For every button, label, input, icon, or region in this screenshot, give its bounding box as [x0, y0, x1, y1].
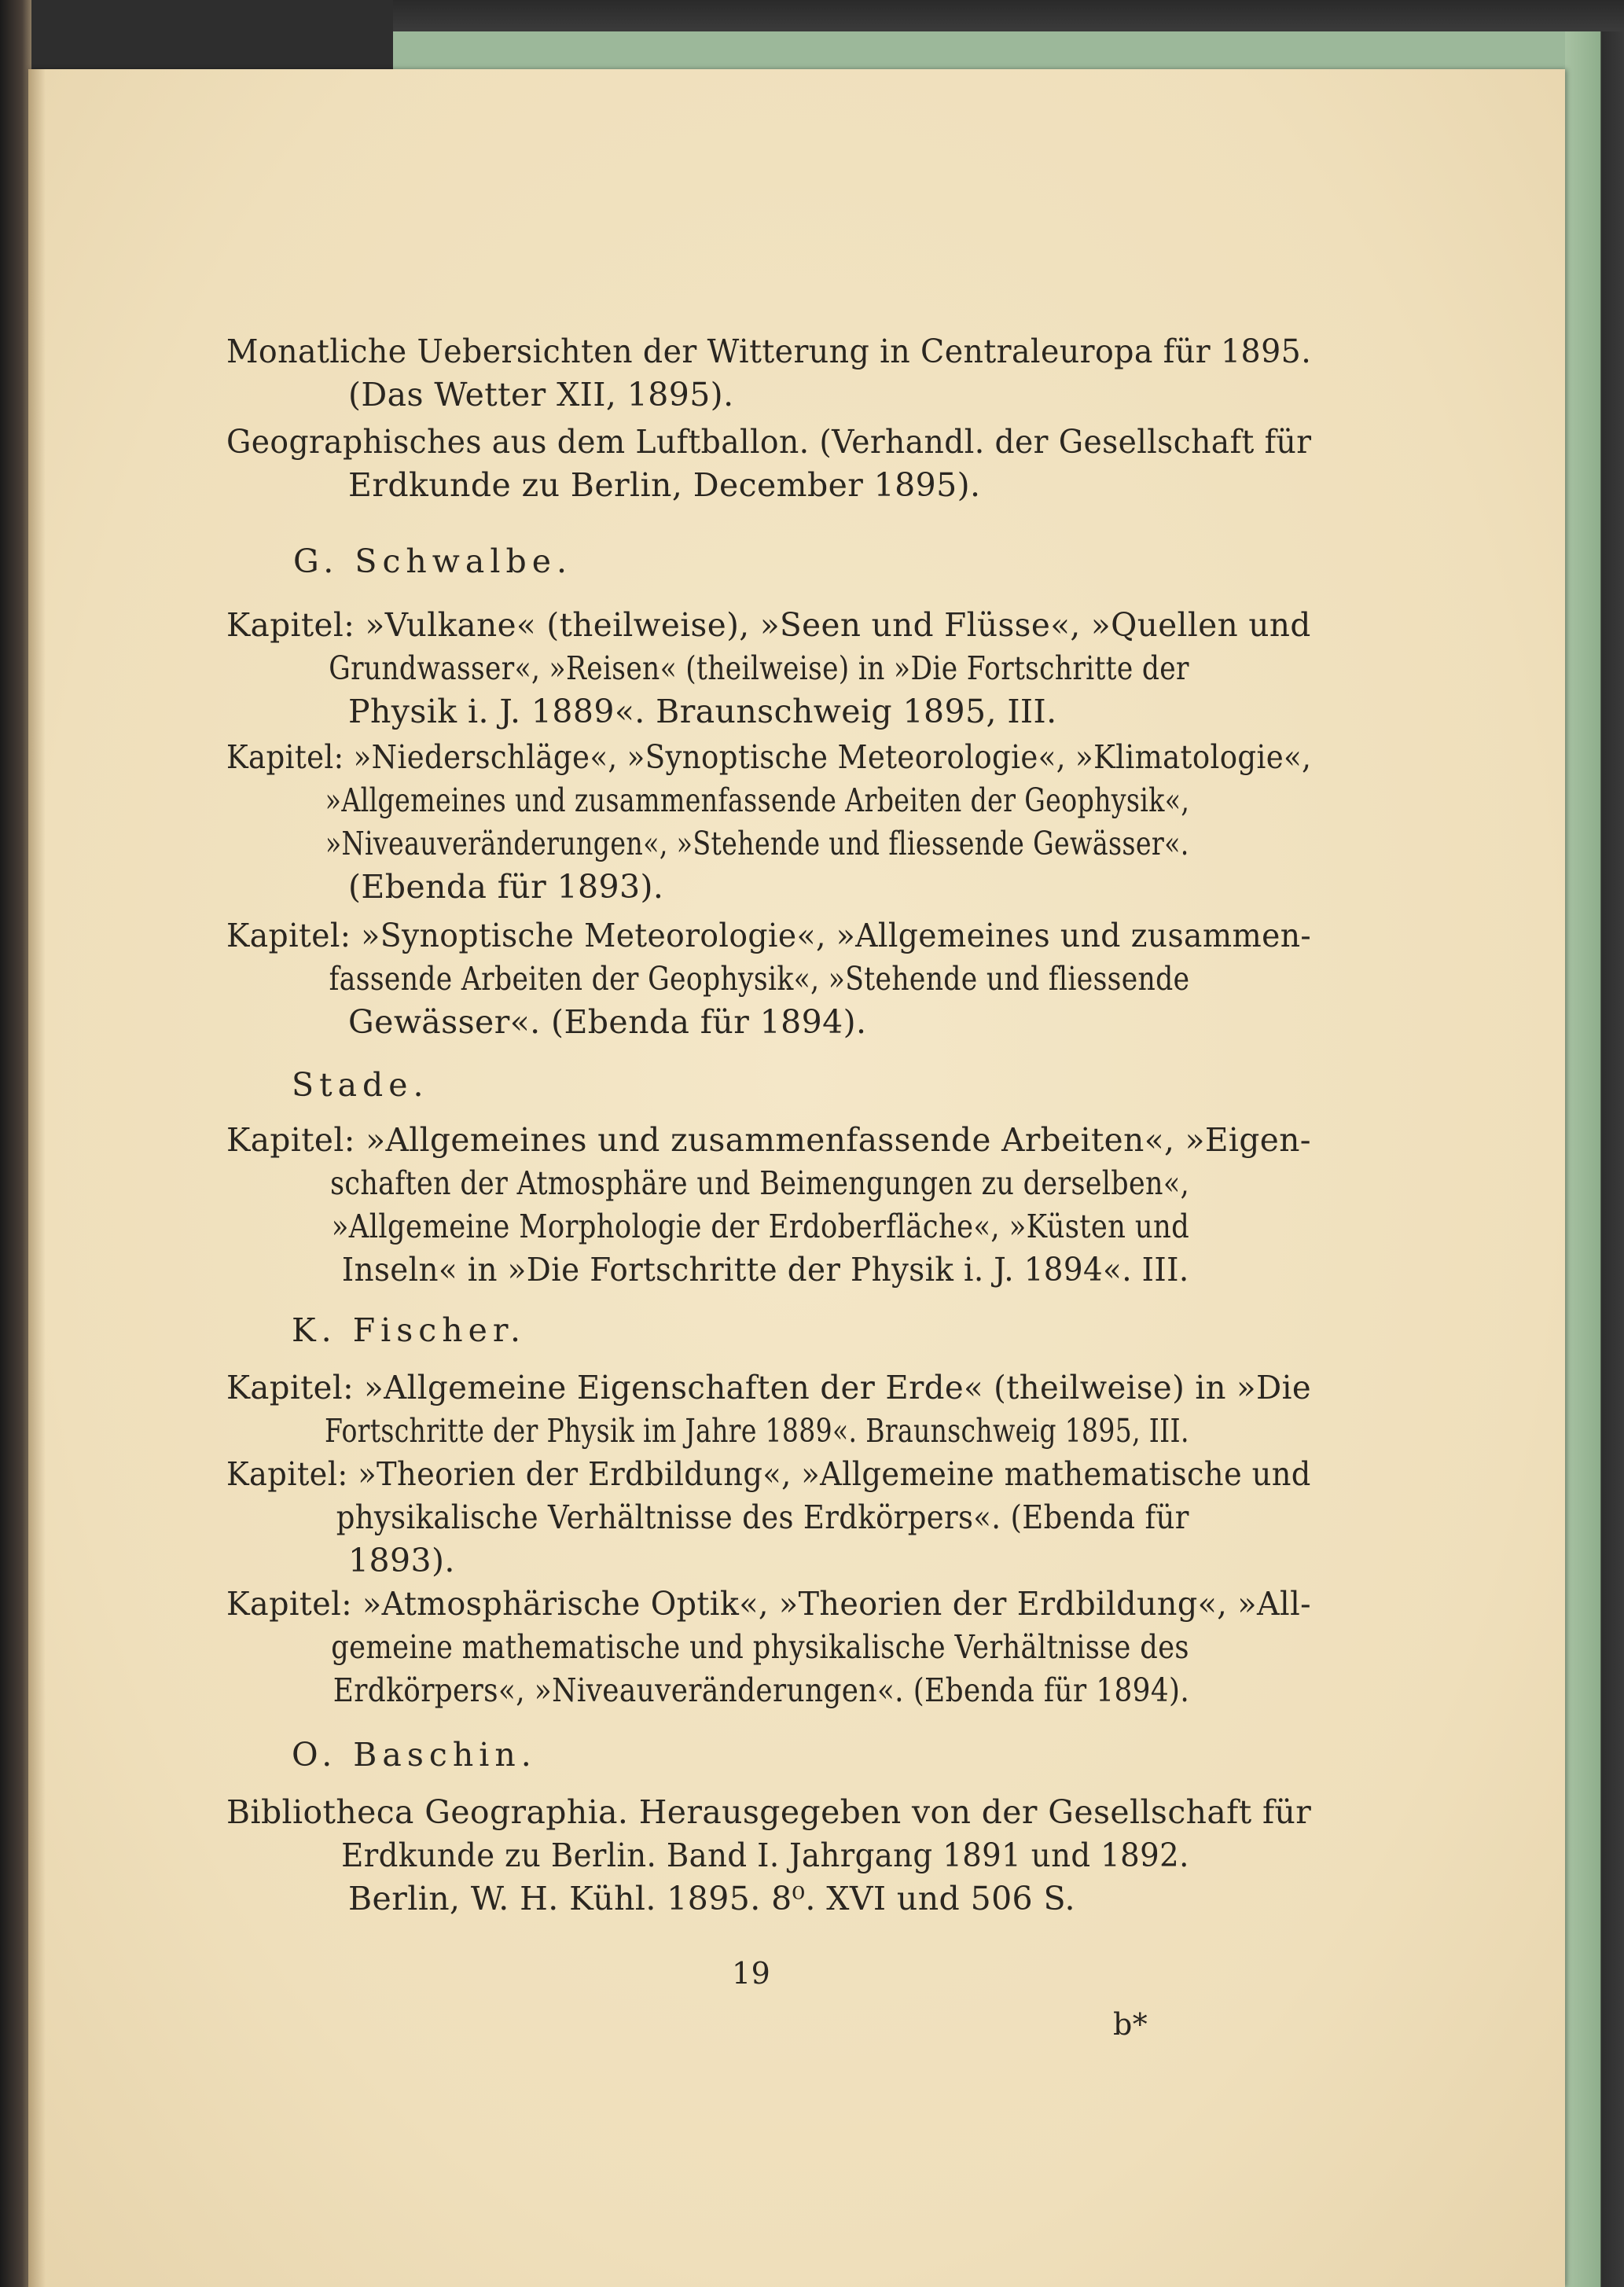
entry-line: Gewässer«. (Ebenda für 1894). — [348, 1003, 867, 1041]
entry-line: Monatliche Uebersichten der Witterung in Centraleuropa für 1895. — [226, 333, 1312, 370]
entry-line: Erdkunde zu Berlin, December 1895). — [348, 466, 981, 504]
entry-line: Kapitel: »Allgemeines und zusammenfassende Arbeiten«, »Eigen- — [226, 1121, 1311, 1159]
page-number: 19 — [732, 1956, 771, 1991]
entry-line: fassende Arbeiten der Geophysik«, »Stehende und fliessende — [329, 960, 1190, 998]
entry-line: »Niveauveränderungen«, »Stehende und fliessende Gewässer«. — [325, 825, 1189, 862]
bibliography-entry — [226, 914, 1311, 1044]
entry-line: Kapitel: »Synoptische Meteorologie«, »Allgemeines und zusammen- — [226, 917, 1312, 954]
entry-line: (Ebenda für 1893). — [348, 868, 664, 906]
entry-line: 1893). — [348, 1542, 455, 1579]
entry-line: Geographisches aus dem Luftballon. (Verhandl. der Gesellschaft für — [226, 423, 1312, 461]
bibliography-entry — [226, 604, 1311, 734]
entry-line: (Das Wetter XII, 1895). — [348, 376, 734, 414]
book-page — [28, 69, 1565, 2287]
entry-line: Grundwasser«, »Reisen« (theilweise) in »Die Fortschritte der — [329, 649, 1189, 687]
entry-line: Kapitel: »Niederschläge«, »Synoptische Meteorologie«, »Klimatologie«, — [226, 738, 1312, 776]
entry-line: Kapitel: »Vulkane« (theilweise), »Seen und Flüsse«, »Quellen und — [226, 606, 1311, 644]
entry-line: schaften der Atmosphäre und Beimengungen zu derselben«, — [330, 1164, 1190, 1202]
signature-mark: b* — [1113, 2007, 1148, 2042]
entry-line: Bibliotheca Geographia. Herausgegeben von der Gesellschaft für — [226, 1793, 1312, 1831]
bibliography-entry — [226, 1453, 1311, 1583]
entry-line: Erdkörpers«, »Niveauveränderungen«. (Ebenda für 1894). — [333, 1671, 1190, 1709]
entry-line: Erdkunde zu Berlin. Band I. Jahrgang 1891 und 1892. — [341, 1837, 1189, 1874]
bibliography-entry — [226, 421, 1311, 507]
bibliography-entry — [226, 1791, 1311, 1921]
entry-line: Berlin, W. H. Kühl. 1895. 8⁰. XVI und 506 S. — [348, 1880, 1075, 1917]
entry-line: Kapitel: »Allgemeine Eigenschaften der Erde« (theilweise) in »Die — [226, 1369, 1312, 1406]
bibliography-entry — [226, 1119, 1311, 1292]
entry-line: Kapitel: »Theorien der Erdbildung«, »Allgemeine mathematische und — [226, 1455, 1311, 1493]
cover-board-right — [1565, 31, 1624, 2287]
book-binding-edge — [0, 0, 31, 2287]
bibliography-entry — [226, 330, 1311, 417]
bibliography-entry — [226, 1583, 1311, 1712]
entry-line: physikalische Verhältnisse des Erdkörpers«. (Ebenda für — [336, 1498, 1189, 1536]
author-heading: G. Schwalbe. — [293, 542, 573, 580]
entry-line: Inseln« in »Die Fortschritte der Physik i. J. 1894«. III. — [341, 1251, 1189, 1289]
entry-line: Physik i. J. 1889«. Braunschweig 1895, III. — [348, 693, 1057, 730]
entry-line: »Allgemeines und zusammenfassende Arbeiten der Geophysik«, — [325, 781, 1190, 819]
entry-line: »Allgemeine Morphologie der Erdoberfläche«, »Küsten und — [331, 1208, 1190, 1245]
entry-line: Fortschritte der Physik im Jahre 1889«. Braunschweig 1895, III. — [325, 1412, 1189, 1450]
bibliography-entry — [226, 736, 1311, 909]
entry-line: Kapitel: »Atmosphärische Optik«, »Theorien der Erdbildung«, »All- — [226, 1585, 1311, 1623]
author-heading: O. Baschin. — [292, 1736, 537, 1774]
bibliography-entry — [226, 1366, 1311, 1453]
author-heading: Stade. — [292, 1066, 429, 1104]
author-heading: K. Fischer. — [292, 1311, 527, 1349]
entry-line: gemeine mathematische und physikalische Verhältnisse des — [331, 1628, 1189, 1666]
